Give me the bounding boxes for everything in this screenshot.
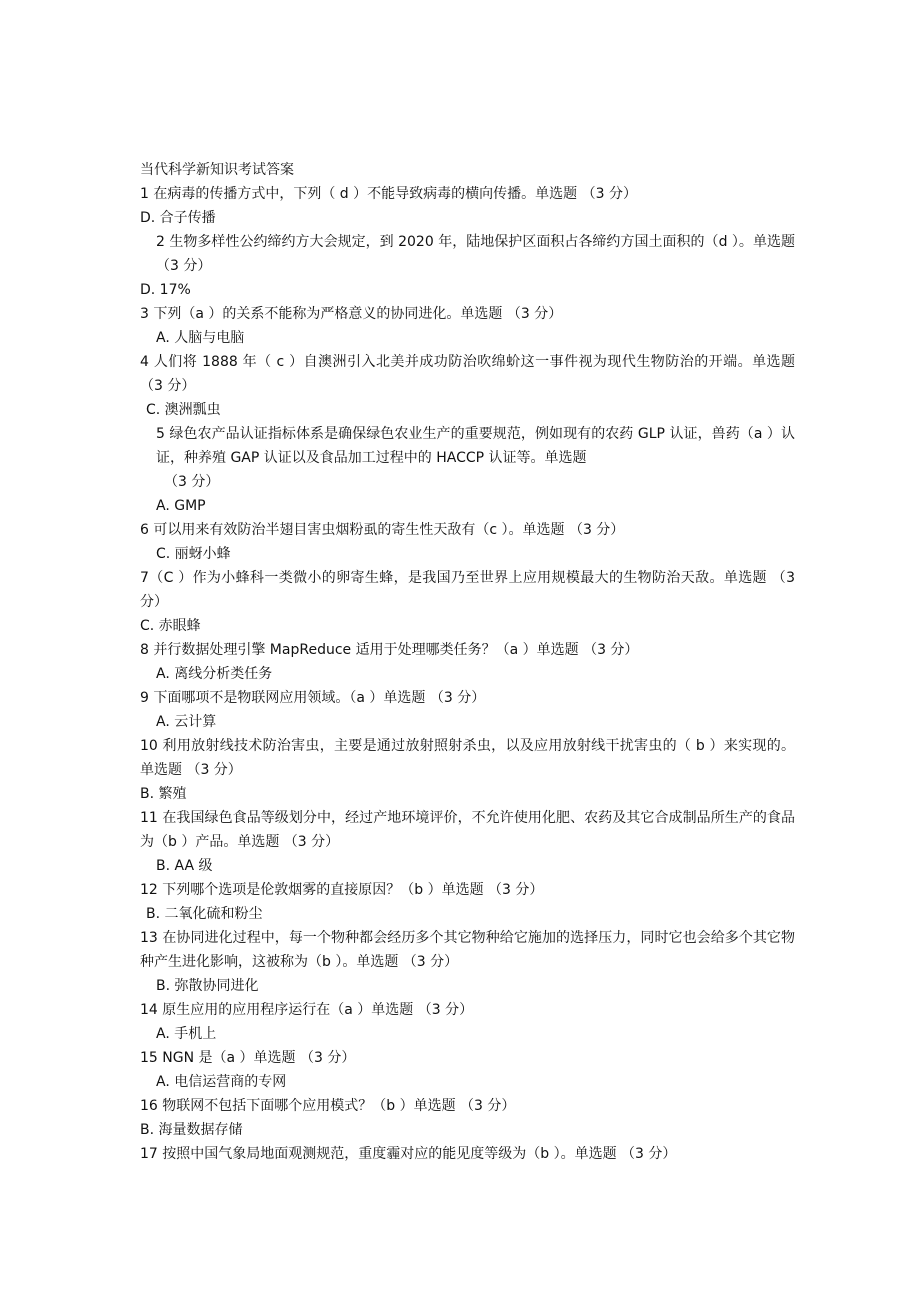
answer-line: B. AA 级 <box>156 858 213 874</box>
document-body <box>140 182 795 1166</box>
answer-line: B. 二氧化硫和粉尘 <box>146 906 263 922</box>
question-line: 12 下列哪个选项是伦敦烟雾的直接原因？（b ）单选题 （3 分） <box>140 882 544 898</box>
question-line: 17 按照中国气象局地面观测规范，重度霾对应的能见度等级为（b ）。单选题 （3 分） <box>140 1146 677 1162</box>
answer-line: B. 繁殖 <box>140 786 187 802</box>
question-line: 2 生物多样性公约缔约方大会规定，到 2020 年，陆地保护区面积占各缔约方国土面积的（d ）。单选题 （3 分） <box>156 234 795 274</box>
answer-line: A. 电信运营商的专网 <box>156 1074 287 1090</box>
question-line: 15 NGN 是（a ）单选题 （3 分） <box>140 1050 356 1066</box>
document-page <box>140 158 795 1166</box>
answer-line: A. 手机上 <box>156 1026 217 1042</box>
answer-line: A. GMP <box>156 498 206 514</box>
question-line: 1 在病毒的传播方式中，下列（ d ）不能导致病毒的横向传播。单选题 （3 分） <box>140 186 637 202</box>
question-line: 5 绿色农产品认证指标体系是确保绿色农业生产的重要规范，例如现有的农药 GLP 认证，兽药（a ）认证，种养殖 GAP 认证以及食品加工过程中的 HACCP 认证等。单选题 <box>156 426 795 466</box>
answer-line: A. 人脑与电脑 <box>156 330 245 346</box>
answer-line: C. 澳洲瓢虫 <box>146 402 221 418</box>
question-line: 9 下面哪项不是物联网应用领域。（a ）单选题 （3 分） <box>140 690 486 706</box>
answer-line: A. 云计算 <box>156 714 217 730</box>
question-line: 7（C ）作为小蜂科一类微小的卵寄生蜂，是我国乃至世界上应用规模最大的生物防治天敌。单选题 （3 分） <box>140 570 795 610</box>
answer-line: B. 海量数据存储 <box>140 1122 243 1138</box>
answer-line: C. 丽蚜小蜂 <box>156 546 231 562</box>
question-line: （3 分） <box>164 474 220 490</box>
question-line: 6 可以用来有效防治半翅目害虫烟粉虱的寄生性天敌有（c ）。单选题 （3 分） <box>140 522 625 538</box>
question-line: 11 在我国绿色食品等级划分中，经过产地环境评价，不允许使用化肥、农药及其它合成制品所生产的食品为（b ）产品。单选题 （3 分） <box>140 810 795 850</box>
answer-line: D. 17% <box>140 282 191 298</box>
question-line: 8 并行数据处理引擎 MapReduce 适用于处理哪类任务？（a ）单选题 （3 分） <box>140 642 639 658</box>
answer-line: C. 赤眼蜂 <box>140 618 201 634</box>
question-line: 3 下列（a ）的关系不能称为严格意义的协同进化。单选题 （3 分） <box>140 306 563 322</box>
question-line: 16 物联网不包括下面哪个应用模式？（b ）单选题 （3 分） <box>140 1098 516 1114</box>
question-line: 10 利用放射线技术防治害虫，主要是通过放射照射杀虫，以及应用放射线干扰害虫的（ b ）来实现的。单选题 （3 分） <box>140 738 795 778</box>
question-line: 13 在协同进化过程中，每一个物种都会经历多个其它物种给它施加的选择压力，同时它也会给多个其它物种产生进化影响，这被称为（b ）。单选题 （3 分） <box>140 930 795 970</box>
question-line: 14 原生应用的应用程序运行在（a ）单选题 （3 分） <box>140 1002 474 1018</box>
answer-line: D. 合子传播 <box>140 210 216 226</box>
document-title: 当代科学新知识考试答案 <box>140 162 294 178</box>
question-line: 4 人们将 1888 年（ c ）自澳洲引入北美并成功防治吹绵蚧这一事件视为现代生物防治的开端。单选题 （3 分） <box>140 354 795 394</box>
answer-line: B. 弥散协同进化 <box>156 978 259 994</box>
answer-line: A. 离线分析类任务 <box>156 666 273 682</box>
